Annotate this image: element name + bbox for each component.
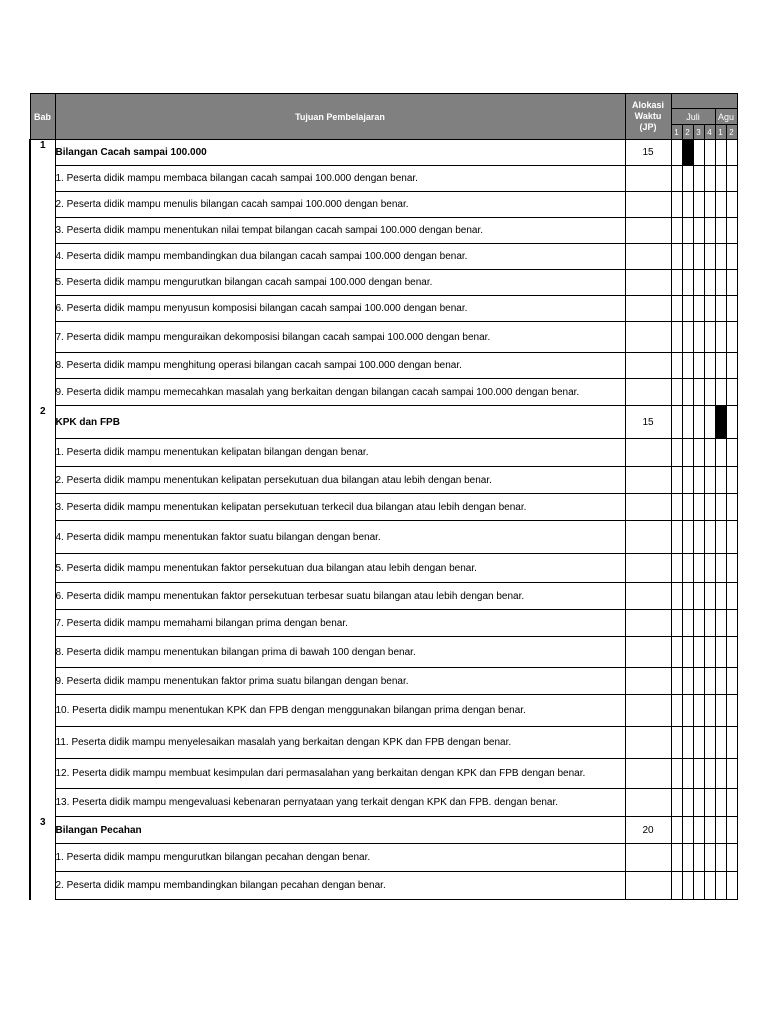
schedule-cell (682, 244, 693, 270)
chapter-title-row (30, 817, 737, 844)
schedule-cell (715, 610, 726, 637)
schedule-cell (693, 467, 704, 494)
objective-row (30, 322, 737, 353)
schedule-cell (671, 554, 682, 583)
schedule-cell (682, 872, 693, 900)
schedule-cell (671, 759, 682, 789)
schedule-cell (671, 695, 682, 727)
schedule-cell (726, 844, 737, 872)
schedule-cell (704, 727, 715, 759)
schedule-cell (693, 439, 704, 467)
objective-text: 2. Peserta didik mampu membandingkan bilangan pecahan dengan benar. (55, 872, 625, 900)
schedule-cell (715, 554, 726, 583)
schedule-cell (682, 637, 693, 668)
schedule-cell (693, 521, 704, 554)
schedule-cell (671, 494, 682, 521)
schedule-cell (693, 353, 704, 379)
objective-row (30, 554, 737, 583)
objective-jp (625, 166, 671, 192)
schedule-cell (671, 610, 682, 637)
objective-jp (625, 439, 671, 467)
objective-jp (625, 322, 671, 353)
header-month-juli: Juli (671, 109, 715, 125)
schedule-cell (726, 406, 737, 439)
schedule-cell (704, 844, 715, 872)
schedule-cell (704, 166, 715, 192)
objective-jp (625, 244, 671, 270)
header-week: 2 (726, 125, 737, 140)
schedule-cell (693, 637, 704, 668)
schedule-cell (715, 727, 726, 759)
schedule-cell (682, 789, 693, 817)
objective-text: 6. Peserta didik mampu menyusun komposisi bilangan cacah sampai 100.000 dengan benar. (55, 296, 625, 322)
objective-text: 11. Peserta didik mampu menyelesaikan masalah yang berkaitan dengan KPK dan FPB dengan benar. (55, 727, 625, 759)
planning-sheet (29, 93, 746, 900)
objective-row (30, 610, 737, 637)
schedule-cell (715, 140, 726, 166)
schedule-cell (682, 439, 693, 467)
objective-text: 3. Peserta didik mampu menentukan nilai tempat bilangan cacah sampai 100.000 dengan benar. (55, 218, 625, 244)
schedule-cell (693, 166, 704, 192)
objective-jp (625, 844, 671, 872)
objective-jp (625, 637, 671, 668)
header-week: 1 (715, 125, 726, 140)
schedule-cell (726, 467, 737, 494)
schedule-cell (671, 439, 682, 467)
schedule-cell (715, 817, 726, 844)
objective-jp (625, 494, 671, 521)
objective-text: 1. Peserta didik mampu mengurutkan bilangan pecahan dengan benar. (55, 844, 625, 872)
objective-text: 5. Peserta didik mampu mengurutkan bilangan cacah sampai 100.000 dengan benar. (55, 270, 625, 296)
schedule-cell (693, 759, 704, 789)
schedule-cell (715, 192, 726, 218)
schedule-cell (715, 521, 726, 554)
schedule-cell (726, 494, 737, 521)
objective-text: 13. Peserta didik mampu mengevaluasi kebenaran pernyataan yang terkait dengan KPK dan FPB. dengan benar. (55, 789, 625, 817)
objective-jp (625, 789, 671, 817)
schedule-cell (726, 296, 737, 322)
schedule-cell (682, 554, 693, 583)
schedule-cell (671, 727, 682, 759)
chapter-jp: 20 (625, 817, 671, 844)
schedule-cell (726, 789, 737, 817)
schedule-cell (726, 439, 737, 467)
learning-objectives-table (29, 93, 738, 900)
schedule-cell (693, 817, 704, 844)
objective-jp (625, 192, 671, 218)
chapter-number: 1 (30, 140, 55, 406)
schedule-cell (693, 218, 704, 244)
chapter-title: KPK dan FPB (55, 406, 625, 439)
schedule-cell (715, 467, 726, 494)
schedule-cell (726, 695, 737, 727)
schedule-cell (682, 583, 693, 610)
chapter-jp: 15 (625, 140, 671, 166)
header-alokasi: Alokasi Waktu (JP) (625, 94, 671, 140)
schedule-cell (682, 379, 693, 406)
schedule-cell (671, 637, 682, 668)
schedule-cell (682, 166, 693, 192)
schedule-cell (671, 521, 682, 554)
objective-jp (625, 467, 671, 494)
objective-jp (625, 521, 671, 554)
schedule-cell (704, 789, 715, 817)
schedule-cell (671, 817, 682, 844)
table-body (30, 140, 737, 900)
schedule-cell (726, 379, 737, 406)
schedule-cell (715, 322, 726, 353)
schedule-cell (726, 727, 737, 759)
objective-jp (625, 695, 671, 727)
objective-text: 3. Peserta didik mampu menentukan kelipatan persekutuan terkecil dua bilangan atau lebih dengan benar. (55, 494, 625, 521)
header-week: 4 (704, 125, 715, 140)
objective-jp (625, 872, 671, 900)
schedule-cell (715, 668, 726, 695)
objective-text: 1. Peserta didik mampu membaca bilangan cacah sampai 100.000 dengan benar. (55, 166, 625, 192)
schedule-cell (682, 610, 693, 637)
header-schedule-top (671, 94, 737, 109)
objective-text: 2. Peserta didik mampu menulis bilangan cacah sampai 100.000 dengan benar. (55, 192, 625, 218)
schedule-cell (693, 322, 704, 353)
schedule-cell (704, 695, 715, 727)
schedule-cell (726, 244, 737, 270)
schedule-cell (704, 668, 715, 695)
chapter-jp: 15 (625, 406, 671, 439)
schedule-cell (715, 494, 726, 521)
schedule-cell (715, 439, 726, 467)
schedule-cell (693, 296, 704, 322)
schedule-cell (693, 872, 704, 900)
table-header (30, 94, 737, 140)
objective-jp (625, 583, 671, 610)
objective-row (30, 727, 737, 759)
objective-text: 12. Peserta didik mampu membuat kesimpulan dari permasalahan yang berkaitan dengan KPK dan FPB dengan benar. (55, 759, 625, 789)
schedule-cell (682, 844, 693, 872)
schedule-cell (715, 296, 726, 322)
schedule-cell (671, 583, 682, 610)
schedule-cell (682, 817, 693, 844)
objective-jp (625, 379, 671, 406)
schedule-cell (715, 759, 726, 789)
schedule-cell (671, 218, 682, 244)
schedule-cell (704, 467, 715, 494)
objective-text: 4. Peserta didik mampu menentukan faktor suatu bilangan dengan benar. (55, 521, 625, 554)
schedule-cell (704, 439, 715, 467)
schedule-cell (704, 583, 715, 610)
objective-jp (625, 296, 671, 322)
schedule-cell (671, 872, 682, 900)
schedule-cell (726, 817, 737, 844)
objective-row (30, 494, 737, 521)
schedule-cell (682, 494, 693, 521)
schedule-cell (693, 192, 704, 218)
schedule-cell (682, 353, 693, 379)
schedule-cell (704, 192, 715, 218)
schedule-cell (715, 218, 726, 244)
schedule-cell (671, 668, 682, 695)
chapter-title-row (30, 406, 737, 439)
schedule-cell (726, 322, 737, 353)
schedule-cell (682, 759, 693, 789)
objective-row (30, 218, 737, 244)
objective-text: 4. Peserta didik mampu membandingkan dua bilangan cacah sampai 100.000 dengan benar. (55, 244, 625, 270)
schedule-cell (693, 270, 704, 296)
schedule-cell (715, 789, 726, 817)
objective-text: 8. Peserta didik mampu menentukan bilangan prima di bawah 100 dengan benar. (55, 637, 625, 668)
schedule-cell (671, 467, 682, 494)
objective-row (30, 789, 737, 817)
objective-row (30, 166, 737, 192)
objective-jp (625, 610, 671, 637)
objective-row (30, 695, 737, 727)
schedule-cell (704, 353, 715, 379)
schedule-cell (682, 322, 693, 353)
objective-text: 8. Peserta didik mampu menghitung operasi bilangan cacah sampai 100.000 dengan benar. (55, 353, 625, 379)
schedule-cell (693, 554, 704, 583)
schedule-cell (726, 872, 737, 900)
schedule-cell (715, 166, 726, 192)
schedule-cell (682, 270, 693, 296)
schedule-cell (715, 270, 726, 296)
schedule-cell (682, 521, 693, 554)
chapter-title: Bilangan Cacah sampai 100.000 (55, 140, 625, 166)
schedule-cell (726, 140, 737, 166)
header-week: 2 (682, 125, 693, 140)
objective-text: 1. Peserta didik mampu menentukan kelipatan bilangan dengan benar. (55, 439, 625, 467)
schedule-cell (671, 379, 682, 406)
schedule-cell (726, 270, 737, 296)
chapter-number: 3 (30, 817, 55, 900)
schedule-cell (715, 695, 726, 727)
objective-row (30, 296, 737, 322)
schedule-cell (715, 353, 726, 379)
schedule-cell (671, 244, 682, 270)
schedule-cell (704, 140, 715, 166)
schedule-cell (693, 789, 704, 817)
objective-text: 5. Peserta didik mampu menentukan faktor persekutuan dua bilangan atau lebih dengan benar. (55, 554, 625, 583)
objective-jp (625, 554, 671, 583)
objective-jp (625, 759, 671, 789)
schedule-cell (704, 817, 715, 844)
objective-text: 10. Peserta didik mampu menentukan KPK dan FPB dengan menggunakan bilangan prima dengan benar. (55, 695, 625, 727)
header-week: 3 (693, 125, 704, 140)
schedule-cell (693, 494, 704, 521)
schedule-cell (726, 610, 737, 637)
objective-text: 9. Peserta didik mampu menentukan faktor prima suatu bilangan dengan benar. (55, 668, 625, 695)
schedule-cell (715, 244, 726, 270)
objective-jp (625, 353, 671, 379)
schedule-cell (693, 727, 704, 759)
schedule-cell (682, 695, 693, 727)
schedule-cell (682, 296, 693, 322)
schedule-cell (704, 759, 715, 789)
schedule-cell (682, 467, 693, 494)
schedule-cell (671, 789, 682, 817)
schedule-cell (704, 872, 715, 900)
schedule-cell (715, 844, 726, 872)
objective-text: 7. Peserta didik mampu memahami bilangan prima dengan benar. (55, 610, 625, 637)
objective-text: 7. Peserta didik mampu menguraikan dekomposisi bilangan cacah sampai 100.000 dengan benar. (55, 322, 625, 353)
schedule-cell (726, 554, 737, 583)
schedule-cell (693, 668, 704, 695)
schedule-cell (682, 218, 693, 244)
objective-row (30, 668, 737, 695)
schedule-cell (726, 668, 737, 695)
schedule-cell (726, 521, 737, 554)
schedule-cell (726, 218, 737, 244)
schedule-cell-filled (715, 406, 726, 439)
schedule-cell (671, 844, 682, 872)
schedule-cell (704, 637, 715, 668)
schedule-cell (715, 379, 726, 406)
schedule-cell (715, 583, 726, 610)
schedule-cell (726, 192, 737, 218)
schedule-cell (704, 610, 715, 637)
schedule-cell (704, 296, 715, 322)
schedule-cell (693, 244, 704, 270)
schedule-cell (682, 406, 693, 439)
objective-jp (625, 727, 671, 759)
schedule-cell (704, 554, 715, 583)
objective-row (30, 439, 737, 467)
schedule-cell (671, 296, 682, 322)
schedule-cell (704, 494, 715, 521)
chapter-title-row (30, 140, 737, 166)
objective-jp (625, 270, 671, 296)
schedule-cell (726, 583, 737, 610)
schedule-cell (693, 379, 704, 406)
schedule-cell (693, 610, 704, 637)
objective-jp (625, 218, 671, 244)
objective-row (30, 353, 737, 379)
schedule-cell (715, 872, 726, 900)
header-week: 1 (671, 125, 682, 140)
objective-text: 9. Peserta didik mampu memecahkan masalah yang berkaitan dengan bilangan cacah sampai 100.000 dengan benar. (55, 379, 625, 406)
objective-row (30, 759, 737, 789)
schedule-cell (704, 322, 715, 353)
schedule-cell (704, 244, 715, 270)
objective-row (30, 379, 737, 406)
schedule-cell (704, 218, 715, 244)
schedule-cell (682, 727, 693, 759)
objective-text: 2. Peserta didik mampu menentukan kelipatan persekutuan dua bilangan atau lebih dengan benar. (55, 467, 625, 494)
objective-row (30, 270, 737, 296)
schedule-cell (693, 844, 704, 872)
header-tujuan: Tujuan Pembelajaran (55, 94, 625, 140)
schedule-cell (726, 166, 737, 192)
schedule-cell (671, 353, 682, 379)
objective-row (30, 244, 737, 270)
objective-text: 6. Peserta didik mampu menentukan faktor persekutuan terbesar suatu bilangan atau lebih dengan benar. (55, 583, 625, 610)
schedule-cell (671, 406, 682, 439)
chapter-number: 2 (30, 406, 55, 817)
schedule-cell (693, 695, 704, 727)
schedule-cell (704, 270, 715, 296)
schedule-cell (726, 637, 737, 668)
schedule-cell (715, 637, 726, 668)
schedule-cell (693, 583, 704, 610)
schedule-cell (682, 668, 693, 695)
objective-row (30, 583, 737, 610)
schedule-cell (682, 192, 693, 218)
schedule-cell (726, 759, 737, 789)
header-bab: Bab (30, 94, 55, 140)
schedule-cell (671, 192, 682, 218)
schedule-cell-filled (682, 140, 693, 166)
schedule-cell (671, 270, 682, 296)
schedule-cell (704, 379, 715, 406)
chapter-title: Bilangan Pecahan (55, 817, 625, 844)
objective-row (30, 467, 737, 494)
objective-row (30, 521, 737, 554)
objective-row (30, 192, 737, 218)
objective-row (30, 637, 737, 668)
schedule-cell (693, 140, 704, 166)
schedule-cell (671, 322, 682, 353)
objective-jp (625, 668, 671, 695)
objective-row (30, 872, 737, 900)
schedule-cell (671, 166, 682, 192)
schedule-cell (704, 521, 715, 554)
objective-row (30, 844, 737, 872)
schedule-cell (671, 140, 682, 166)
schedule-cell (726, 353, 737, 379)
schedule-cell (693, 406, 704, 439)
header-month-agu: Agu (715, 109, 737, 125)
schedule-cell (704, 406, 715, 439)
